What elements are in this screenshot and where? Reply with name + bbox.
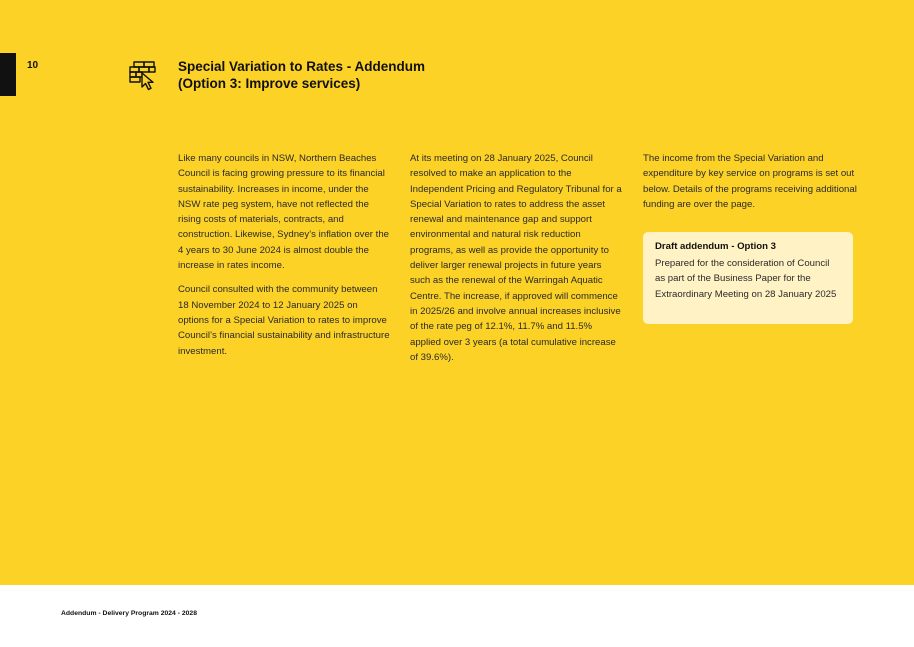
note-body: Prepared for the consideration of Council as part of the Business Paper for the Extraordinary Meeting on 28 January 2025 xyxy=(655,258,837,300)
page-title xyxy=(178,58,578,92)
page-number: 10 xyxy=(27,60,39,71)
title-line-1: Special Variation to Rates - Addendum xyxy=(178,59,426,74)
text-column-2 xyxy=(410,151,624,374)
title-line-2: (Option 3: Improve services) xyxy=(178,76,361,91)
brick-wall-cursor-icon xyxy=(128,60,160,92)
footer-text: Addendum - Delivery Program 2024 - 2028 xyxy=(61,610,197,617)
paragraph: The income from the Special Variation and expenditure by key service on programs is set out below. Details of the programs receiving additional funding are over the page. xyxy=(643,153,857,210)
paragraph: Council consulted with the community between 18 November 2024 to 12 January 2025 on options for a Special Variation to rates to improve Council’s financial sustainability and infrastructure investment. xyxy=(178,284,390,357)
note-title: Draft addendum - Option 3 xyxy=(655,241,776,252)
draft-addendum-note xyxy=(643,232,853,324)
paragraph: At its meeting on 28 January 2025, Council resolved to make an application to the Independent Pricing and Regulatory Tribunal for a Special Variation to rates to address the asset renewal and maintenance gap and support environmental and natural risk reduction programs, as well as provide the opportunity to deliver larger renewal projects in future years such as the renewal of the Warringah Aquatic Centre. The increase, if approved will commence in 2025/26 and involve annual increases inclusive of the rate peg of 12.1%, 11.7% and 11.5% applied over 3 years (a total cumulative increase of 39.6%). xyxy=(410,153,622,363)
text-column-3 xyxy=(643,151,857,221)
text-column-1 xyxy=(178,151,390,368)
page-tab-marker xyxy=(0,53,16,96)
paragraph: Like many councils in NSW, Northern Beaches Council is facing growing pressure to its financial sustainability. Increases in income, under the NSW rate peg system, have not reflected the rising costs of materials, contracts, and construction. Likewise, Sydney’s inflation over the 4 years to 30 June 2024 is almost double the increase in rates income. xyxy=(178,153,389,272)
